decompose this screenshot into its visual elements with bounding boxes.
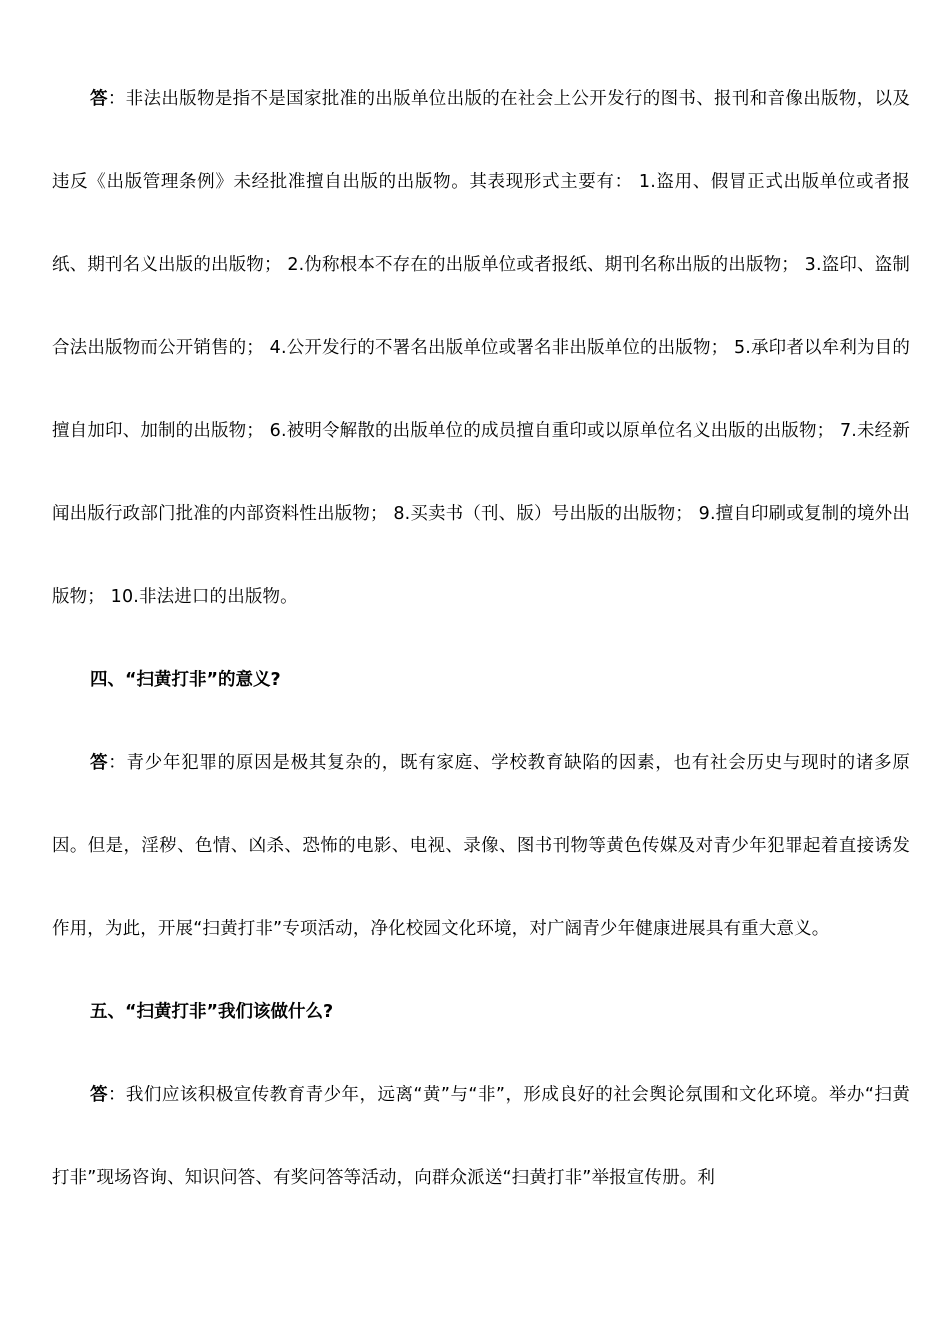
section-heading-significance: 四、“扫黄打非”的意义? xyxy=(90,670,281,690)
answer-text: ：非法出版物是指不是国家批准的出版单位出版的在社会上公开发行的图书、报刊和音像出版物，以及违反《出版管理条例》未经批准擅自出版的出版物。其表现形式主要有： 1.盗用、假冒正式出版单位或者报纸、期刊名义出版的出版物； 2.伪称根本不存在的出版单位或者报纸、期刊名称出版的出版物； 3.盗印、盗制合法出版物而公开销售的； 4.公开发行的不署名出版单位或署名非出版单位的出版物； 5.承印者以牟利为目的擅自加印、加制的出版物； 6.被明令解散的出版单位的成员擅自重印或以原单位名义出版的出版物； 7.未经新闻出版行政部门批准的内部资料性出版物； 8.买卖书（刊、版）号出版的出版物； 9.擅自印刷或复制的境外出版物； 10.非法进口的出版物。 xyxy=(52,89,911,607)
answer-paragraph-what-to-do xyxy=(52,1054,910,1220)
answer-paragraph-significance xyxy=(52,722,910,971)
answer-text: ：我们应该积极宣传教育青少年，远离“黄”与“非”，形成良好的社会舆论氛围和文化环境。举办“扫黄打非”现场咨询、知识问答、有奖问答等活动，向群众派送“扫黄打非”举报宣传册。利 xyxy=(52,1085,910,1188)
document-page xyxy=(52,58,910,1220)
answer-paragraph-illegal-publications xyxy=(52,58,910,639)
answer-text: ：青少年犯罪的原因是极其复杂的，既有家庭、学校教育缺陷的因素，也有社会历史与现时的诸多原因。但是，淫秽、色情、凶杀、恐怖的电影、电视、录像、图书刊物等黄色传媒及对青少年犯罪起着直接诱发作用，为此，开展“扫黄打非”专项活动，净化校园文化环境，对广阔青少年健康进展具有重大意义。 xyxy=(52,753,910,939)
answer-label: 答 xyxy=(90,89,108,109)
section-heading-what-to-do: 五、“扫黄打非”我们该做什么? xyxy=(90,1002,334,1022)
answer-label: 答 xyxy=(90,1085,108,1105)
answer-label: 答 xyxy=(90,753,109,773)
